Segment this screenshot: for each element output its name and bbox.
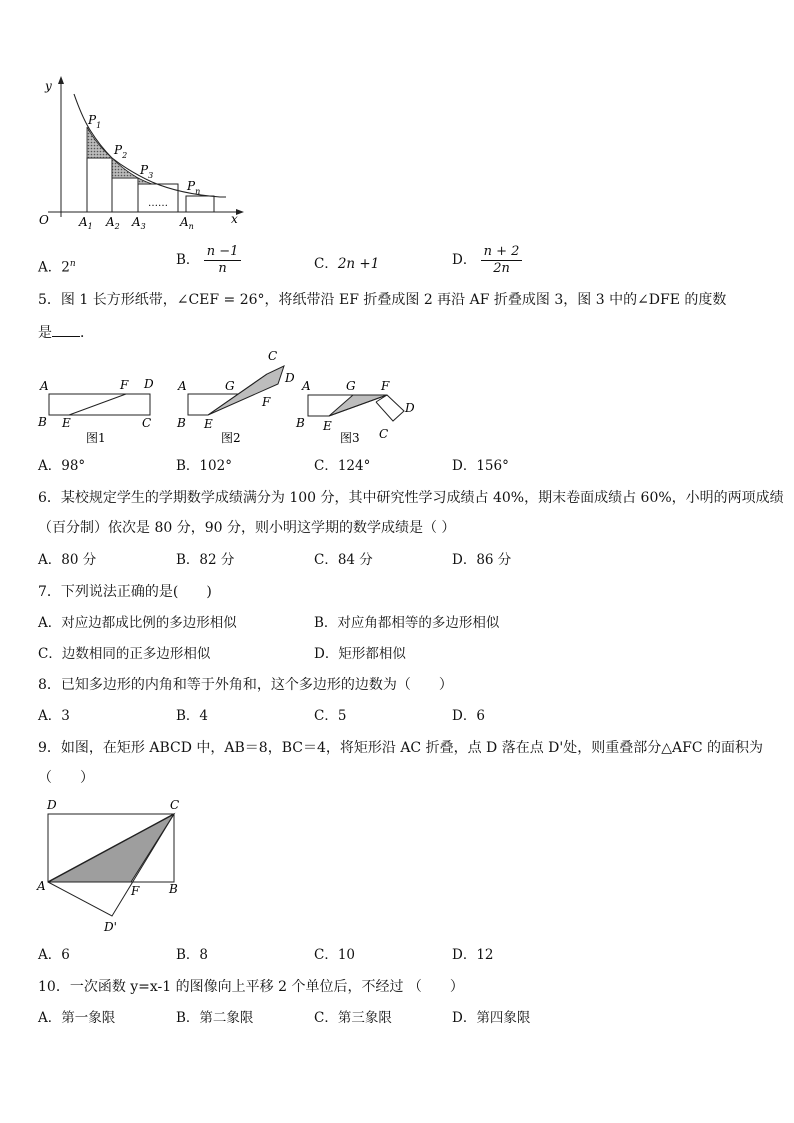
q5-stem-line1: 5．图 1 长方形纸带，∠CEF = 26°，将纸带沿 EF 折叠成图 2 再沿 AF 折叠成图 3，图 3 中的∠DFE 的度数 [38,292,727,308]
rect-n [186,196,214,212]
q6-option-d[interactable]: D．86 分 [452,552,512,568]
q6-stem-line1: 6．某校规定学生的学期数学成绩满分为 100 分，其中研究性学习成绩占 40%，期末卷面成绩占 60%，小明的两项成绩 [38,490,784,506]
svg-text:D: D [405,401,415,415]
svg-text:G: G [346,379,356,393]
q8-option-a[interactable]: A．3 [38,708,70,724]
svg-text:D': D' [104,920,117,934]
q6-option-a[interactable]: A．80 分 [38,552,97,568]
svg-text:F: F [262,395,271,409]
svg-text:A: A [178,379,187,393]
svg-text:B: B [177,416,186,430]
q10-option-c[interactable]: C．第三象限 [314,1010,392,1026]
svg-text:B: B [169,882,178,896]
x-label: x [231,212,238,226]
q5-option-b[interactable]: B．102° [176,458,232,474]
rect-1 [87,158,112,212]
q5-option-d[interactable]: D．156° [452,458,509,474]
caption-fig2: 图2 [221,431,241,445]
svg-text:A: A [40,379,49,393]
a3-label: $A_3$ [132,215,146,231]
answer-blank[interactable] [52,322,80,337]
q10-option-a[interactable]: A．第一象限 [38,1010,116,1026]
a1-label: $A_1$ [79,215,93,231]
q7-option-c[interactable]: C．边数相同的正多边形相似 [38,646,211,662]
svg-text:C: C [142,416,152,430]
svg-text:C: C [268,349,278,363]
pn-label: $P_n$ [187,179,201,196]
q5-figure-2 [174,346,304,446]
dots-label: …… [148,198,168,209]
q9-stem-line1: 9．如图，在矩形 ABCD 中，AB＝8，BC＝4，将矩形沿 AC 折叠，点 D 落在点 D'处，则重叠部分△AFC 的面积为 [38,740,763,756]
an-label: $A_n$ [180,215,194,231]
q4-option-c[interactable]: C．2n +1 [314,256,380,272]
q10-option-b[interactable]: B．第二象限 [176,1010,254,1026]
p2-label: $P_2$ [114,143,128,160]
q9-option-a[interactable]: A．6 [38,947,70,963]
svg-text:C: C [379,427,389,441]
svg-text:G: G [225,379,235,393]
svg-text:F: F [120,378,129,392]
svg-text:D: D [47,798,57,812]
p1-label: $P_1$ [88,113,102,130]
q4-option-a[interactable]: A．2$^n$ [38,259,76,276]
q9-option-c[interactable]: C．10 [314,947,356,963]
a2-label: $A_2$ [106,215,120,231]
q8-option-d[interactable]: D．6 [452,708,485,724]
q4-option-b[interactable]: B． $\frac{n -1}{n}$ [176,244,241,277]
q5-stem-line2: 是 ． [38,322,94,343]
caption-fig3: 图3 [340,431,360,445]
svg-text:B: B [296,416,305,430]
q9-option-b[interactable]: B．8 [176,947,209,963]
q4-graph [30,72,260,237]
svg-text:A: A [302,379,311,393]
q10-stem: 10．一次函数 y=x-1 的图像向上平移 2 个单位后，不经过 （ ） [38,979,464,995]
q6-option-c[interactable]: C．84 分 [314,552,373,568]
q6-option-b[interactable]: B．82 分 [176,552,235,568]
q7-option-a[interactable]: A．对应边都成比例的多边形相似 [38,615,237,631]
q8-option-c[interactable]: C．5 [314,708,347,724]
svg-text:D: D [285,371,295,385]
q10-option-d[interactable]: D．第四象限 [452,1010,531,1026]
q9-figure [34,796,189,936]
q5-option-c[interactable]: C．124° [314,458,371,474]
svg-text:F: F [381,379,390,393]
svg-text:F: F [131,884,140,898]
svg-text:E: E [204,417,213,431]
svg-text:B: B [38,415,47,429]
y-label: y [45,79,52,93]
q6-stem-line2: （百分制）依次是 80 分，90 分，则小明这学期的数学成绩是（ ） [38,520,456,536]
q7-option-d[interactable]: D．矩形都相似 [314,646,406,662]
svg-text:E: E [323,419,332,433]
q9-option-d[interactable]: D．12 [452,947,494,963]
q7-option-b[interactable]: B．对应角都相等的多边形相似 [314,615,500,631]
origin-label: O [39,213,49,227]
svg-text:A: A [37,879,46,893]
q5-option-a[interactable]: A．98° [38,458,86,474]
q8-stem: 8．已知多边形的内角和等于外角和，这个多边形的边数为（ ） [38,677,453,693]
rect-2 [112,178,138,212]
svg-text:E: E [62,416,71,430]
q5-figure-1 [36,374,166,446]
q9-stem-line2: （ ） [38,770,94,786]
q5-figure-3 [292,374,427,446]
svg-text:C: C [170,798,180,812]
svg-text:D: D [144,377,154,391]
caption-fig1: 图1 [86,431,106,445]
q4-option-d[interactable]: D． $\frac{n + 2}{2n}$ [452,244,522,277]
q8-option-b[interactable]: B．4 [176,708,209,724]
q7-stem: 7．下列说法正确的是( ) [38,584,212,600]
p3-label: $P_3$ [140,163,154,180]
